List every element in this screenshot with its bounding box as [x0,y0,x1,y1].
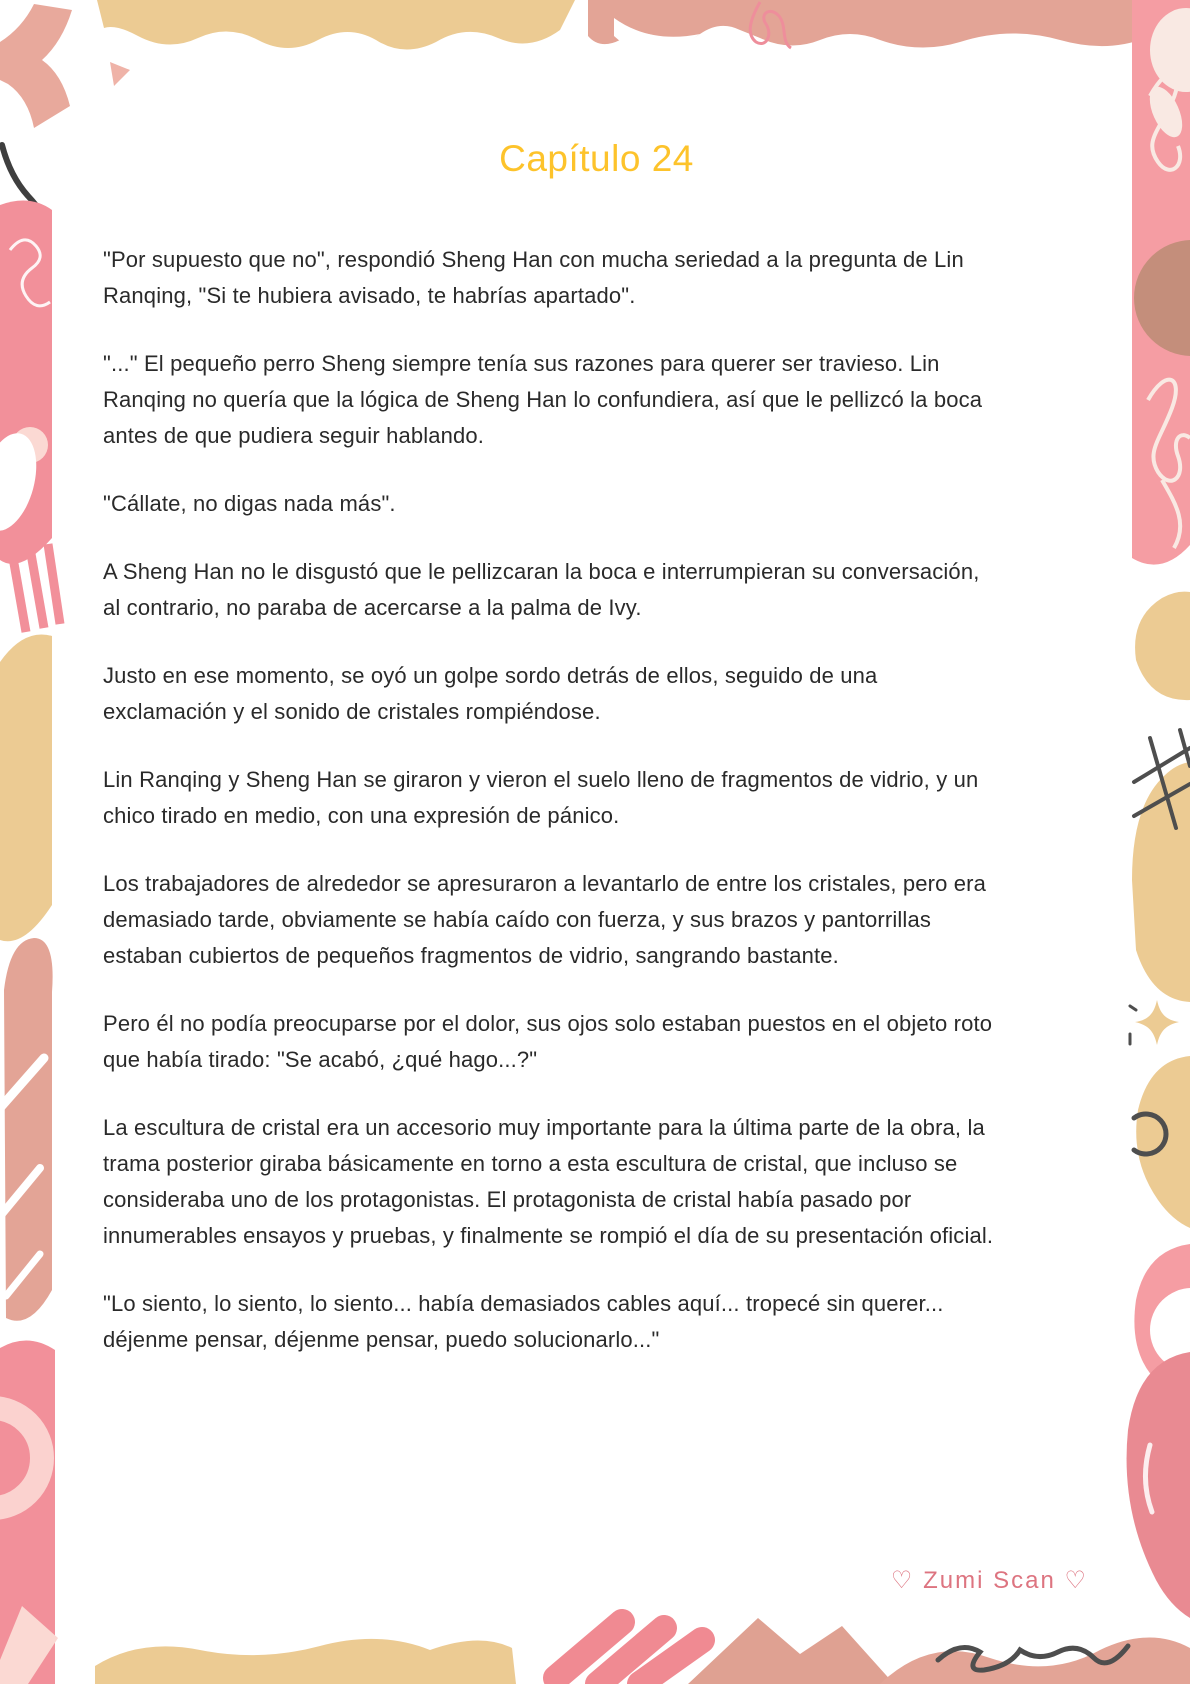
paragraph: Pero él no podía preocuparse por el dolor, sus ojos solo estaban puestos en el objeto roto que había tirado: "Se acabó, ¿qué hago...?" [103,1011,993,1072]
scan-credit: ♡ Zumi Scan ♡ [890,1567,1088,1594]
paragraph: "..." El pequeño perro Sheng siempre tenía sus razones para querer ser travieso. Lin Ranqing no quería que la lógica de Sheng Han lo confundiera, así que le pellizcó la boca antes de que pudiera seguir hablando. [103,351,983,448]
paragraph: Justo en ese momento, se oyó un golpe sordo detrás de ellos, seguido de una exclamación y el sonido de cristales rompiéndose. [103,663,878,724]
border-right-pink-band [1132,0,1190,565]
paragraph: Lin Ranqing y Sheng Han se giraron y vieron el suelo lleno de fragmentos de vidrio, y un chico tirado en medio, con una expresión de pánico. [103,767,979,828]
border-bottom-left-pink-band [0,1340,58,1684]
border-left-salmon-feather [0,938,53,1321]
c-scribble-icon [1134,1114,1166,1154]
border-bottom-tan-band [95,1639,516,1684]
paragraph-list [103,242,1090,1358]
border-left-tan-band [0,634,52,941]
border-right-bottom-pink-blob [1127,1244,1190,1618]
paragraph: La escultura de cristal era un accesorio muy importante para la última parte de la obra, la trama posterior giraba básicamente en torno a esta escultura de cristal, que incluso se consideraba uno de los protagonistas. El protagonista de cristal había pasado por innumerables ensayos y pruebas, y finalmente se rompió el día de su presentación oficial. [103,1115,994,1248]
sparkle-icon [1130,1000,1179,1045]
border-bottom-salmon-mountain [688,1618,1190,1684]
paragraph: "Por supuesto que no", respondió Sheng Han con mucha seriedad a la pregunta de Lin Ranqing, "Si te hubiera avisado, te habrías apartado". [103,247,964,308]
border-left-pink-band [0,201,60,632]
hash-scribble-icon [1134,730,1190,828]
chapter-content [103,0,1090,1390]
dark-squiggle-icon [938,1646,1128,1670]
chapter-title: Capítulo 24 [499,138,694,179]
pink-marker-scribbles [556,1622,702,1684]
paragraph: "Lo siento, lo siento, lo siento... había demasiados cables aquí... tropecé sin querer... déjenme pensar, déjenme pensar, puedo solucionarlo..." [103,1291,944,1352]
paragraph: "Cállate, no digas nada más". [103,491,396,516]
paragraph: Los trabajadores de alrededor se apresuraron a levantarlo de entre los cristales, pero era demasiado tarde, obviamente se había caído con fuerza, y sus brazos y pantorrillas estaban cubiertos de pequeños fragmentos de vidrio, sangrando bastante. [103,871,987,968]
paragraph: A Sheng Han no le disgustó que le pellizcaran la boca e interrumpieran su conversación, al contrario, no paraba de acercarse a la palma de Ivy. [103,559,980,620]
border-right-tan-shapes [1132,592,1190,1228]
